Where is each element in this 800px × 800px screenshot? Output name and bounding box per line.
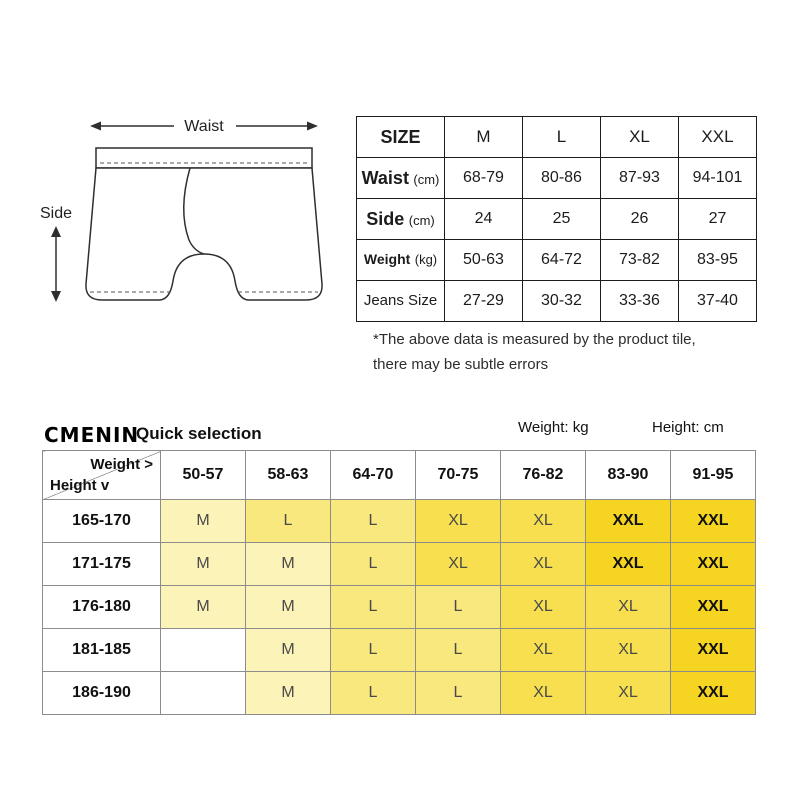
matrix-cell: L [416,586,501,629]
size-cell: 80-86 [523,158,601,199]
size-cell: 25 [523,199,601,240]
height-row-header: 176-180 [43,586,161,629]
size-table [356,116,757,322]
matrix-cell: XXL [671,500,756,543]
matrix-cell: XL [501,500,586,543]
footnote-line-2: there may be subtle errors [373,356,549,373]
matrix-cell: XL [501,543,586,586]
size-cell: 50-63 [445,240,523,281]
side-label: Side [40,205,73,222]
size-col-m: M [445,117,523,158]
row-unit: (cm) [413,171,440,187]
table-row [43,586,756,629]
matrix-cell: L [416,629,501,672]
matrix-cell: L [331,543,416,586]
size-cell: 27 [679,199,757,240]
footnote-line-1: *The above data is measured by the product tile, [373,331,696,348]
matrix-cell: XL [586,672,671,715]
boxer-shorts-diagram [28,92,358,327]
size-header: SIZE [357,117,445,158]
size-table-header-row [357,117,757,158]
matrix-cell: XXL [586,500,671,543]
corner-height-label: Height v [50,477,110,494]
matrix-cell: M [161,500,246,543]
matrix-cell: M [161,586,246,629]
row-unit: (kg) [414,252,438,267]
matrix-cell: XL [416,543,501,586]
brand-logo: CMENIN [44,423,140,447]
weight-unit-label: Weight: kg [518,419,589,436]
weight-row [357,240,757,281]
quick-selection-title: Quick selection [136,424,262,443]
row-label: Jeans Size [363,292,438,309]
size-cell: 73-82 [601,240,679,281]
quick-selection-header-row [43,451,756,500]
side-arrow [51,226,61,302]
jeans-row-label [357,281,445,322]
row-label: Waist [361,167,409,188]
height-unit-label: Height: cm [652,419,724,436]
matrix-cell: XL [586,586,671,629]
waist-label: Waist [184,118,224,135]
matrix-cell: XL [586,629,671,672]
matrix-cell: L [331,586,416,629]
weight-col-header: 64-70 [331,451,416,500]
matrix-cell: XL [501,629,586,672]
size-col-l: L [523,117,601,158]
side-row-label [357,199,445,240]
matrix-cell: XXL [586,543,671,586]
size-cell: 83-95 [679,240,757,281]
height-row-header: 181-185 [43,629,161,672]
weight-col-header: 70-75 [416,451,501,500]
jeans-size-row [357,281,757,322]
table-row [43,543,756,586]
size-cell: 37-40 [679,281,757,322]
weight-col-header: 58-63 [246,451,331,500]
size-col-xl: XL [601,117,679,158]
weight-col-header: 76-82 [501,451,586,500]
weight-col-header: 50-57 [161,451,246,500]
size-cell: 94-101 [679,158,757,199]
weight-col-header: 83-90 [586,451,671,500]
matrix-cell: M [246,629,331,672]
boxer-shorts-drawing [28,92,358,327]
matrix-cell: XL [501,586,586,629]
corner-cell [43,451,161,500]
waist-row-label [357,158,445,199]
size-col-xxl: XXL [679,117,757,158]
waist-row [357,158,757,199]
size-cell: 27-29 [445,281,523,322]
corner-weight-label: Weight > [90,456,153,473]
table-row [43,629,756,672]
matrix-cell: L [331,500,416,543]
matrix-cell: L [331,672,416,715]
measurement-footnote [373,327,696,377]
size-cell: 87-93 [601,158,679,199]
matrix-cell: L [416,672,501,715]
matrix-cell [161,629,246,672]
size-cell: 33-36 [601,281,679,322]
row-label: Weight [363,251,411,267]
size-cell: 26 [601,199,679,240]
height-row-header: 165-170 [43,500,161,543]
matrix-cell: M [246,586,331,629]
matrix-cell: XL [501,672,586,715]
table-row [43,500,756,543]
side-row [357,199,757,240]
matrix-cell: XXL [671,629,756,672]
height-row-header: 171-175 [43,543,161,586]
row-unit: (cm) [408,212,435,228]
matrix-cell: L [331,629,416,672]
matrix-cell: XXL [671,672,756,715]
weight-row-label [357,240,445,281]
table-row [43,672,756,715]
matrix-cell: XL [416,500,501,543]
matrix-cell: L [246,500,331,543]
matrix-cell: XXL [671,586,756,629]
size-cell: 30-32 [523,281,601,322]
matrix-cell [161,672,246,715]
height-row-header: 186-190 [43,672,161,715]
size-cell: 68-79 [445,158,523,199]
matrix-cell: XXL [671,543,756,586]
weight-col-header: 91-95 [671,451,756,500]
size-cell: 24 [445,199,523,240]
matrix-cell: M [246,672,331,715]
matrix-cell: M [161,543,246,586]
size-cell: 64-72 [523,240,601,281]
matrix-cell: M [246,543,331,586]
shorts-outline [86,148,322,300]
quick-selection-table [42,450,756,715]
row-label: Side [366,208,405,229]
